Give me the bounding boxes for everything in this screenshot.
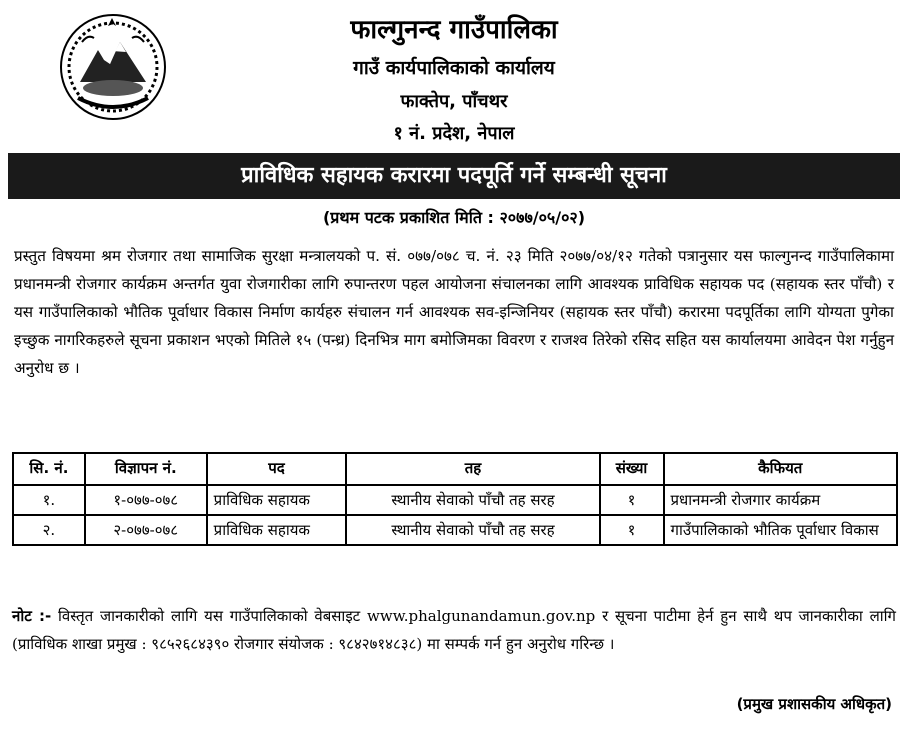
- notice-body: प्रस्तुत विषयमा श्रम रोजगार तथा सामाजिक सुरक्षा मन्त्रालयको प. सं. ०७७/०७८ च. नं. २३ मिति २०७७/०४/१२ गतेको पत्रानुसार यस फाल्गुनन्द गाउँपालिकामा प्रधानमन्त्री रोजगार कार्यक्रम अन्तर्गत युवा रोजगारीका लागि रुपान्तरण पहल आयोजना संचालनका लागि आवश्यक प्राविधिक सहायक पद (सहायक स्तर पाँचौ) र यस गाउँपालिकाको भौतिक पूर्वाधार विकास निर्माण कार्यहरु संचालन गर्न आवश्यक सव-इन्जिनियर (सहायक स्तर पाँचौ) करारमा पदपूर्तिका लागि योग्यता पुगेका इच्छुक नागरिकहरुले सूचना प्रकाशन भएको मितिले १५ (पन्ध्र) दिनभित्र माग बमोजिमका विवरण र राजश्व तिरेको रसिद सहित यस कार्यालयमा आवेदन पेश गर्नुहुन अनुरोध छ ।: [14, 247, 894, 377]
- col-header-remarks: कैफियत: [664, 453, 897, 485]
- cell-remarks: गाउँपालिकाको भौतिक पूर्वाधार विकास: [664, 515, 897, 545]
- col-header-serial: सि. नं.: [13, 453, 85, 485]
- col-header-level: तह: [346, 453, 599, 485]
- cell-remarks: प्रधानमन्त्री रोजगार कार्यक्रम: [664, 485, 897, 515]
- note-text: विस्तृत जानकारीको लागि यस गाउँपालिकाको वेबसाइट www.phalgunandamun.gov.np र सूचना पाटीमा हेर्न हुन साथै थप जानकारीका लागि (प्राविधिक शाखा प्रमुख : ९८५२६८४३९० रोजगार संयोजक : ९८४२७१४८३८) मा सम्पर्क गर्न हुन अनुरोध गरिन्छ ।: [12, 607, 896, 653]
- note-label: नोट :-: [12, 607, 52, 625]
- col-header-advert-no: विज्ञापन नं.: [85, 453, 207, 485]
- cell-advert-no: २-०७७-०७८: [85, 515, 207, 545]
- cell-serial: २.: [13, 515, 85, 545]
- cell-count: १: [600, 515, 664, 545]
- cell-serial: १.: [13, 485, 85, 515]
- table-header-row: [13, 453, 897, 485]
- publication-date: (प्रथम पटक प्रकाशित मिति : २०७७/०५/०२): [322, 208, 586, 227]
- nepal-government-emblem-icon: [58, 12, 168, 122]
- cell-post: प्राविधिक सहायक: [207, 485, 347, 515]
- notice-title: प्राविधिक सहायक करारमा पदपूर्ति गर्ने सम्बन्धी सूचना: [8, 153, 900, 199]
- table-row: [13, 485, 897, 515]
- cell-level: स्थानीय सेवाको पाँचौ तह सरह: [346, 485, 599, 515]
- cell-count: १: [600, 485, 664, 515]
- cell-level: स्थानीय सेवाको पाँचौ तह सरह: [346, 515, 599, 545]
- vacancy-table: [12, 452, 898, 546]
- office-province: १ नं. प्रदेश, नेपाल: [393, 123, 515, 144]
- cell-post: प्राविधिक सहायक: [207, 515, 347, 545]
- cell-advert-no: १-०७७-०७८: [85, 485, 207, 515]
- office-place: फाक्तेप, पाँचथर: [400, 91, 508, 112]
- col-header-count: संख्या: [600, 453, 664, 485]
- col-header-post: पद: [207, 453, 347, 485]
- signature-chief-admin-officer: (प्रमुख प्रशासकीय अधिकृत): [736, 695, 892, 713]
- office-name: फाल्गुनन्द गाउँपालिका: [350, 15, 558, 45]
- note-section: [12, 602, 896, 658]
- table-row: [13, 515, 897, 545]
- sub-office-name: गाउँ कार्यपालिकाको कार्यालय: [353, 57, 555, 79]
